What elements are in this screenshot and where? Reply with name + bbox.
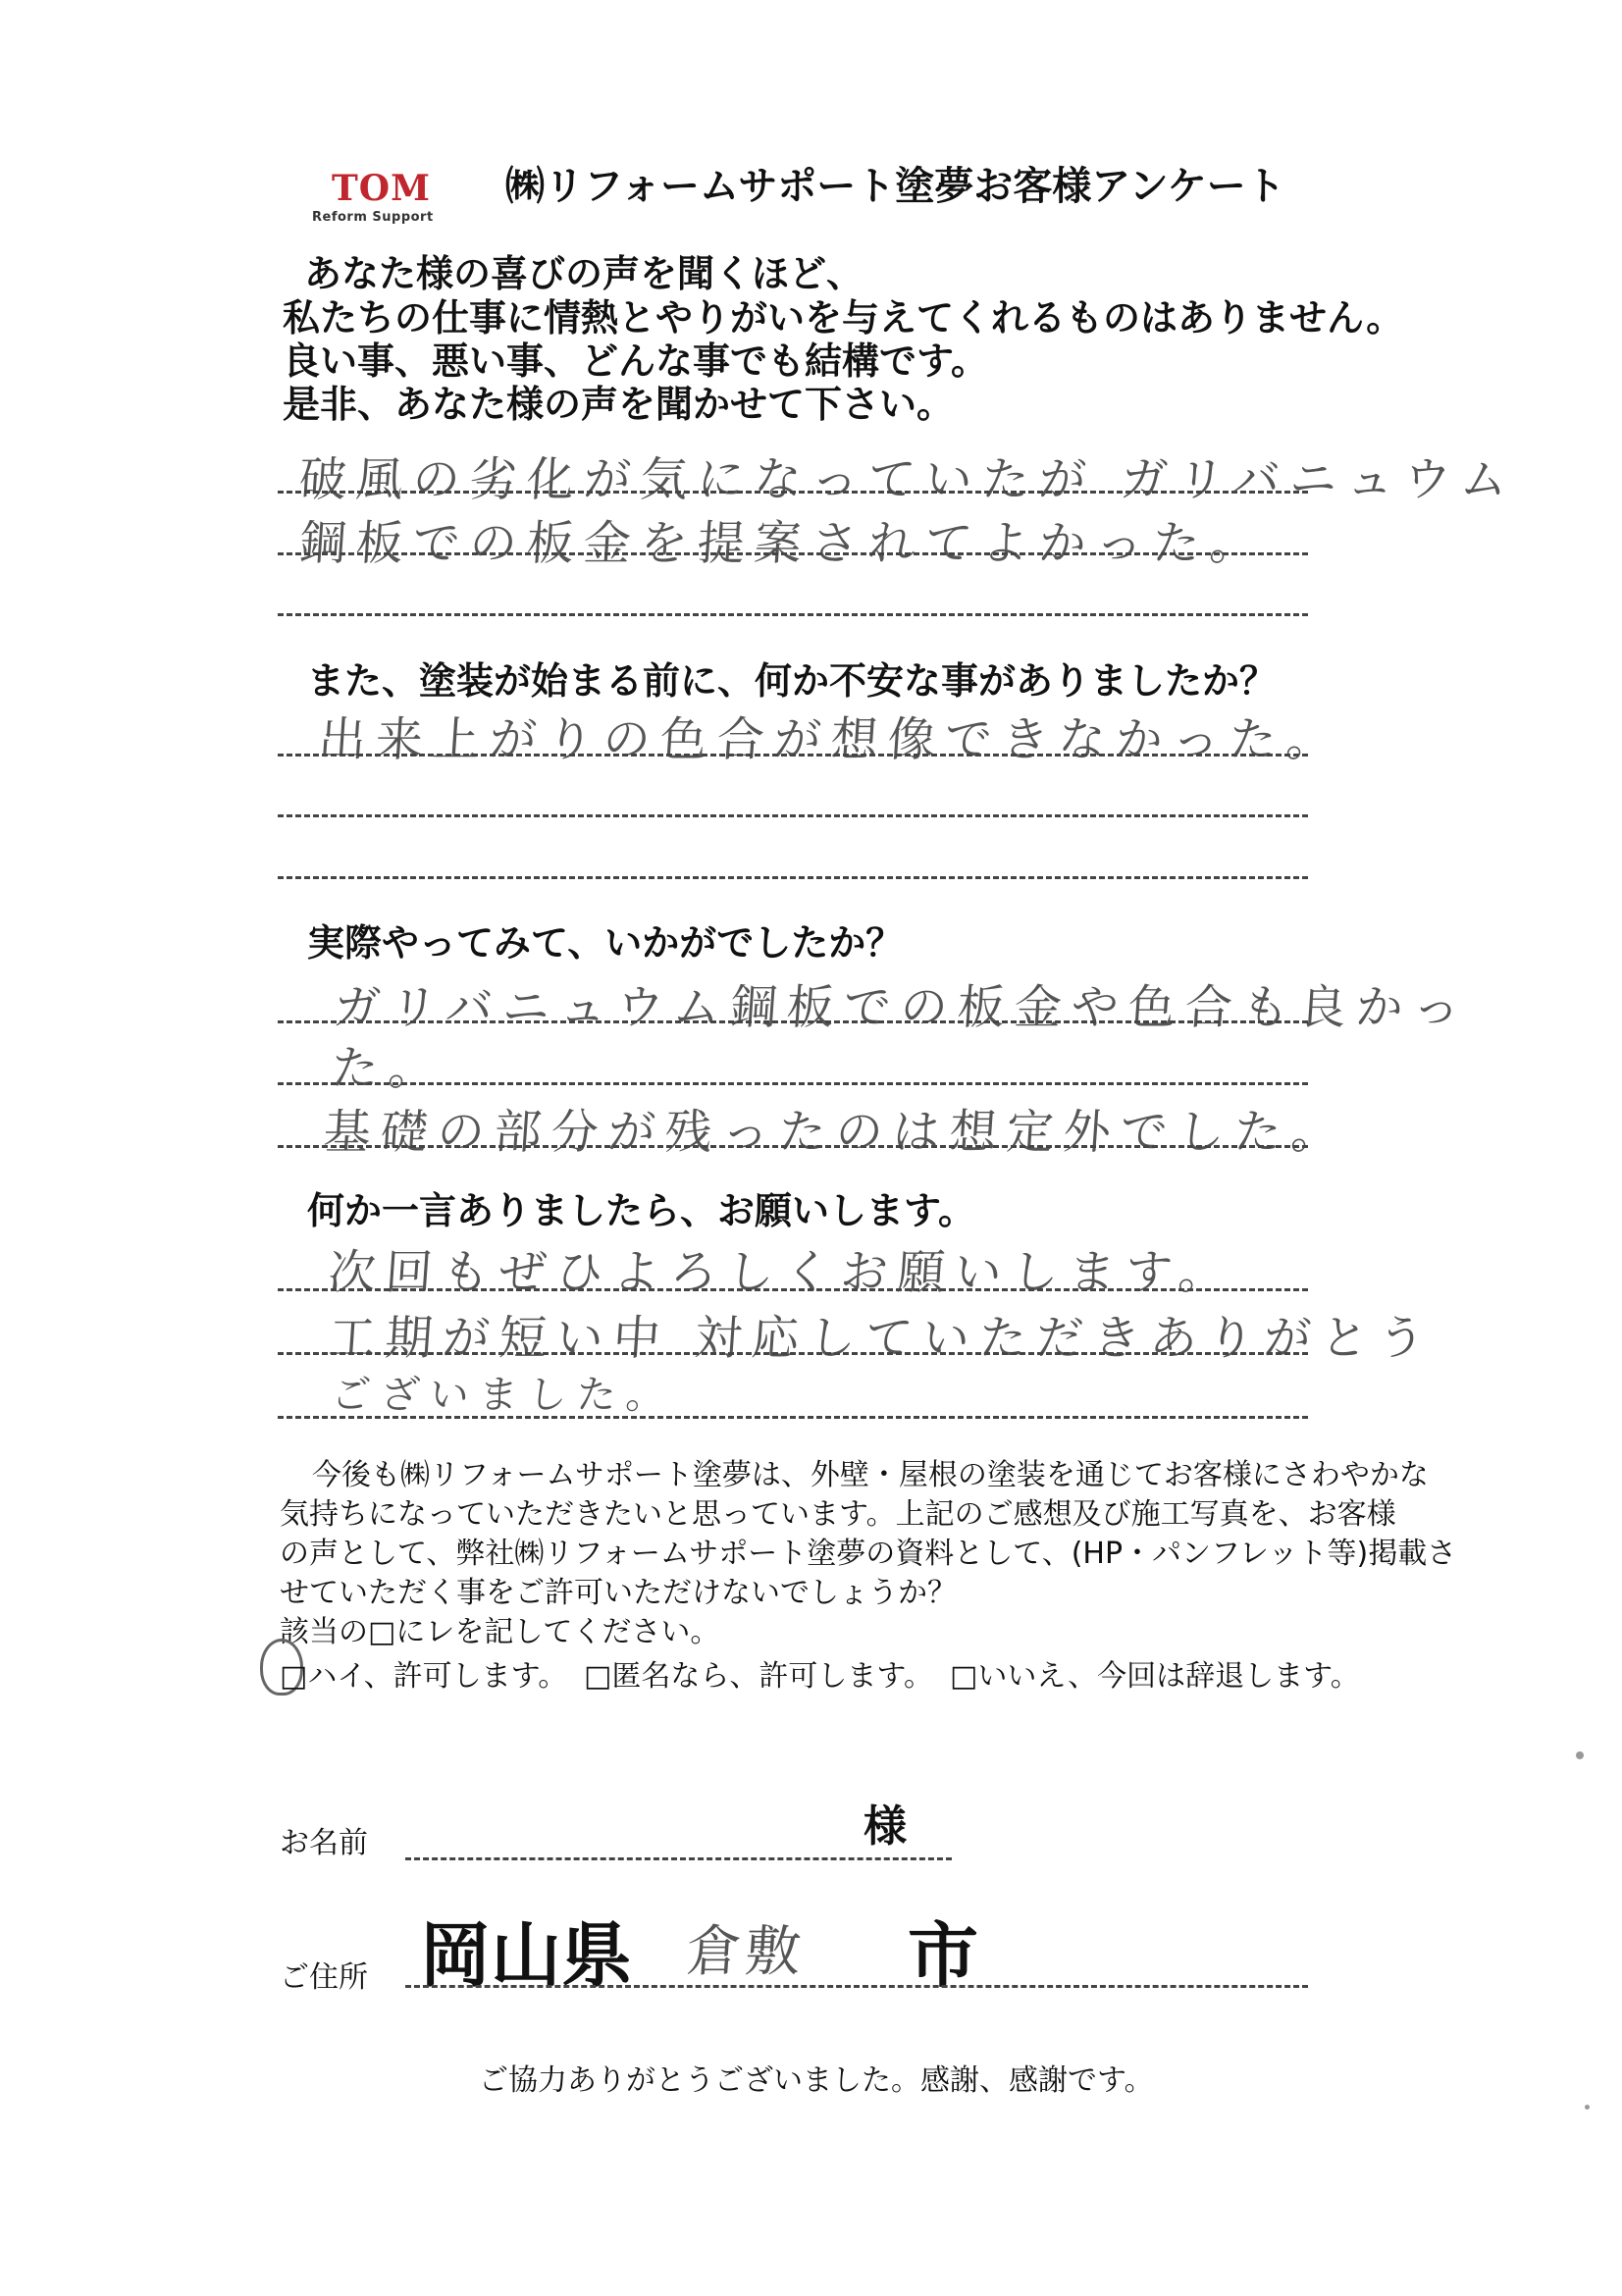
option-anonymous-checkbox[interactable]: □匿名なら、許可します。 bbox=[584, 1659, 933, 1694]
name-line[interactable] bbox=[405, 1857, 952, 1860]
answer-line bbox=[278, 876, 1308, 879]
question-4: 何か一言ありましたら、お願いします。 bbox=[307, 1189, 975, 1232]
address-city-handwritten: 倉敷 bbox=[684, 1920, 807, 1984]
question-2: また、塗装が始まる前に、何か不安な事がありましたか？ bbox=[307, 659, 1278, 703]
company-logo bbox=[312, 169, 449, 228]
answer1-line-2: 鋼板での板金を提案されてよかった。 bbox=[296, 516, 1269, 571]
scan-speck bbox=[1576, 1751, 1584, 1759]
answer-line bbox=[278, 1145, 1308, 1148]
answer4-line-2: 工期が短い中 対応していただきありがとう bbox=[326, 1311, 1437, 1366]
answer-line bbox=[278, 1020, 1308, 1023]
answer3-line-2: た。 bbox=[329, 1041, 447, 1096]
intro-line-2: 私たちの仕事に情熱とやりがいを与えてくれるものはありません。 bbox=[283, 296, 1404, 339]
intro-line-3: 良い事、悪い事、どんな事でも結構です。 bbox=[283, 339, 988, 383]
name-label: お名前 bbox=[280, 1826, 368, 1860]
answer3-line-3: 基礎の部分が残ったのは想定外でした。 bbox=[321, 1105, 1350, 1160]
answer3-line-1: ガリバニュウム鋼板での板金や色合も良かっ bbox=[331, 980, 1472, 1035]
permission-line-2: 気持ちになっていただきたいと思っています。上記のご感想及び施工写真を、お客様 bbox=[280, 1497, 1396, 1532]
permission-line-5: 該当の□にレを記してください。 bbox=[280, 1615, 720, 1649]
permission-line-3: の声として、弊社㈱リフォームサポート塗夢の資料として、(HP・パンフレット等)掲載さ bbox=[280, 1537, 1457, 1571]
answer-line bbox=[278, 754, 1308, 757]
answer4-line-3: ございました。 bbox=[330, 1373, 677, 1418]
question-3: 実際やってみて、いかがでしたか？ bbox=[307, 921, 904, 965]
answer2-line-1: 出来上がりの色合が想像できなかった。 bbox=[316, 712, 1345, 767]
intro-line-1: あなた様の喜びの声を聞くほど、 bbox=[304, 252, 864, 295]
answer1-line-1: 破風の劣化が気になっていたが ガリバニュウム bbox=[296, 452, 1519, 507]
scan-speck bbox=[1585, 2105, 1590, 2110]
permission-line-1: 今後も㈱リフォームサポート塗夢は、外壁・屋根の塗装を通じてお客様にさわやかな bbox=[312, 1458, 1429, 1492]
address-label: ご住所 bbox=[280, 1960, 368, 1995]
answer-line bbox=[278, 1416, 1308, 1419]
option-allow-checkbox[interactable]: □ハイ、許可します。 bbox=[280, 1659, 568, 1694]
logo-mark: TOM bbox=[332, 168, 431, 209]
footer-thanks: ご協力ありがとうございました。感謝、感謝です。 bbox=[479, 2063, 1154, 2098]
permission-line-4: せていただく事をご許可いただけないでしょうか？ bbox=[280, 1576, 957, 1610]
answer-line bbox=[278, 491, 1308, 494]
answer-line bbox=[278, 613, 1308, 616]
answer-line bbox=[278, 1288, 1308, 1291]
address-prefecture: 岡山県 bbox=[420, 1914, 633, 1997]
answer-line bbox=[278, 814, 1308, 817]
name-suffix: 様 bbox=[863, 1801, 907, 1852]
logo-subtitle: Reform Support bbox=[312, 210, 434, 225]
answer-line bbox=[278, 1352, 1308, 1355]
answer-line bbox=[278, 552, 1308, 555]
address-line[interactable] bbox=[405, 1985, 1308, 1988]
intro-line-4: 是非、あなた様の声を聞かせて下さい。 bbox=[283, 383, 955, 426]
answer4-line-1: 次回もぜひよろしくお願いします。 bbox=[326, 1245, 1237, 1300]
option-decline-checkbox[interactable]: □いいえ、今回は辞退します。 bbox=[950, 1659, 1360, 1694]
answer-line bbox=[278, 1082, 1308, 1085]
address-city-suffix: 市 bbox=[908, 1914, 979, 1997]
page-title: ㈱リフォームサポート塗夢お客様アンケート bbox=[505, 164, 1285, 209]
